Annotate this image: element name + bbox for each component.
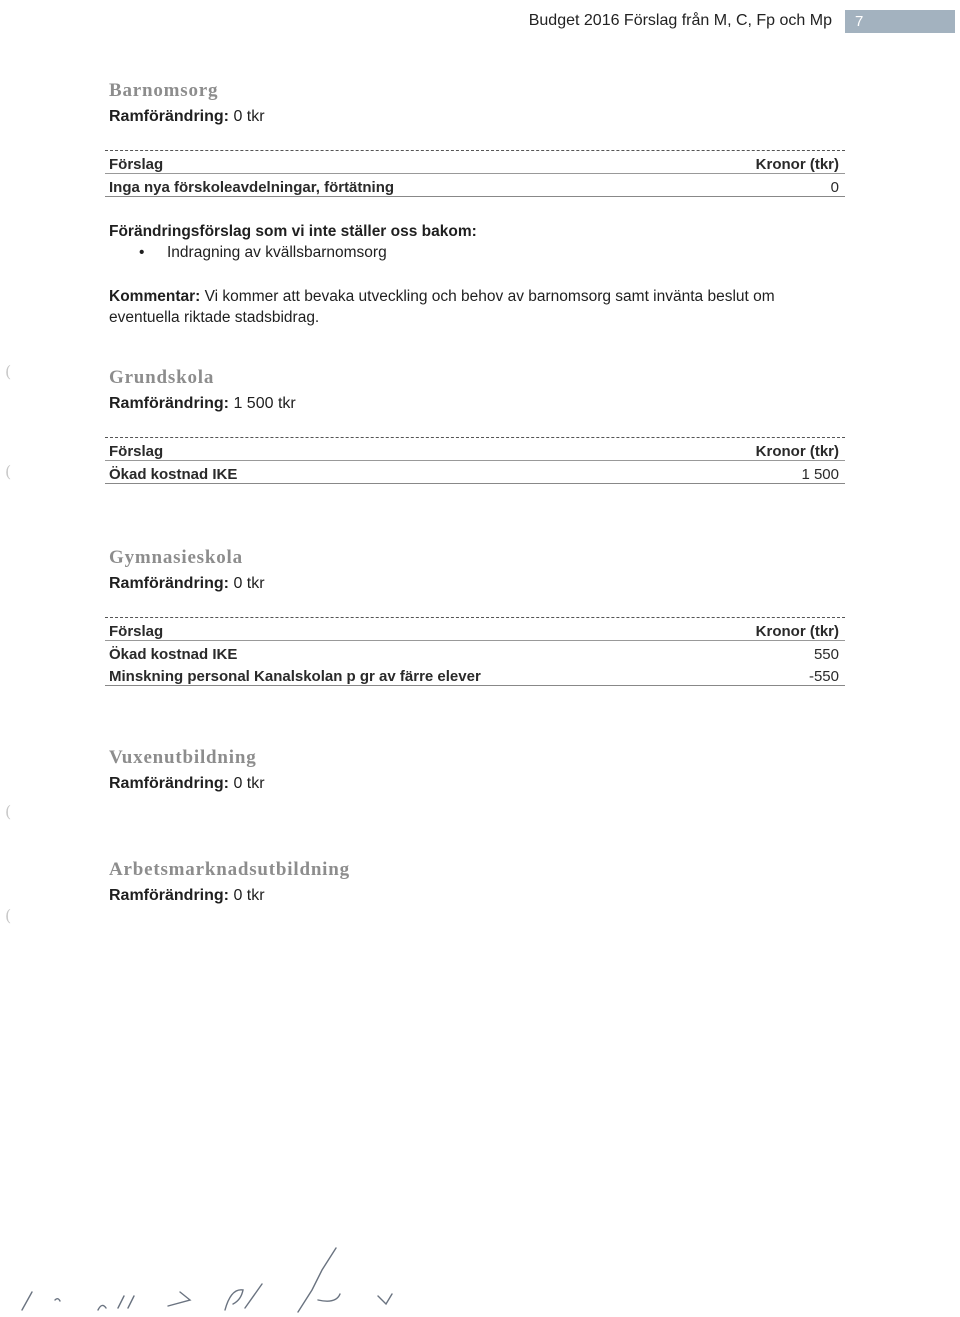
- frame-change-value: 0 tkr: [233, 575, 265, 592]
- frame-change-label: Ramförändring:: [109, 575, 229, 592]
- table-row: [105, 663, 845, 686]
- row-label: Inga nya förskoleavdelningar, förtätning: [109, 179, 395, 196]
- frame-change-label: Ramförändring:: [109, 108, 229, 125]
- list-item-text: Indragning av kvällsbarnomsorg: [167, 244, 387, 261]
- section-arbetsmarknadsutbildning: [109, 859, 849, 905]
- frame-change-value: 0 tkr: [233, 887, 265, 904]
- section-title: Barnomsorg: [109, 80, 219, 101]
- document-header-title: Budget 2016 Förslag från M, C, Fp och Mp: [528, 12, 832, 29]
- comment-text: Vi kommer att bevaka utveckling och behov av barnomsorg samt invänta beslut om eventuella riktade stadsbidrag.: [109, 288, 775, 326]
- table-header-row: [105, 150, 845, 174]
- proposal-table-gymnasieskola: [105, 617, 845, 686]
- not-backed-block: [109, 221, 829, 263]
- column-header-proposal: Förslag: [109, 156, 164, 173]
- frame-change: [109, 887, 849, 905]
- table-row: [105, 641, 845, 663]
- section-barnomsorg: [109, 80, 849, 126]
- column-header-proposal: Förslag: [109, 623, 164, 640]
- frame-change-label: Ramförändring:: [109, 395, 229, 412]
- margin-mark: (: [5, 906, 12, 925]
- comment-block: [109, 286, 829, 328]
- handwritten-initials: [0, 1240, 420, 1317]
- section-title: Grundskola: [109, 367, 215, 388]
- section-vuxenutbildning: [109, 747, 849, 793]
- page-number-badge: 7: [845, 10, 955, 33]
- row-label: Ökad kostnad IKE: [109, 466, 238, 483]
- table-row: [105, 174, 845, 197]
- frame-change: [109, 108, 849, 126]
- table-header-row: [105, 437, 845, 461]
- section-grundskola: [109, 367, 849, 413]
- column-header-proposal: Förslag: [109, 443, 164, 460]
- table-row: [105, 461, 845, 484]
- frame-change-value: 0 tkr: [233, 108, 265, 125]
- frame-change: [109, 775, 849, 793]
- row-value: 550: [813, 646, 839, 663]
- row-value: 1 500: [801, 466, 839, 483]
- comment-label: Kommentar:: [109, 288, 201, 305]
- margin-mark: (: [5, 462, 12, 481]
- section-title: Arbetsmarknadsutbildning: [109, 859, 350, 880]
- section-gymnasieskola: [109, 547, 849, 593]
- row-value: 0: [830, 179, 839, 196]
- margin-mark: (: [5, 802, 12, 821]
- frame-change-value: 0 tkr: [233, 775, 265, 792]
- margin-mark: (: [5, 362, 12, 381]
- not-backed-label: Förändringsförslag som vi inte ställer oss bakom:: [109, 223, 477, 240]
- row-value: -550: [808, 668, 839, 685]
- column-header-amount: Kronor (tkr): [755, 443, 839, 460]
- column-header-amount: Kronor (tkr): [755, 156, 839, 173]
- frame-change-value: 1 500 tkr: [233, 395, 296, 412]
- row-label: Minskning personal Kanalskolan p gr av färre elever: [109, 668, 481, 685]
- column-header-amount: Kronor (tkr): [755, 623, 839, 640]
- proposal-table-barnomsorg: [105, 150, 845, 197]
- frame-change-label: Ramförändring:: [109, 775, 229, 792]
- section-title: Vuxenutbildning: [109, 747, 257, 768]
- row-label: Ökad kostnad IKE: [109, 646, 238, 663]
- frame-change-label: Ramförändring:: [109, 887, 229, 904]
- list-item: [109, 242, 829, 263]
- proposal-table-grundskola: [105, 437, 845, 484]
- frame-change: [109, 575, 849, 593]
- table-header-row: [105, 617, 845, 641]
- frame-change: [109, 395, 849, 413]
- section-title: Gymnasieskola: [109, 547, 243, 568]
